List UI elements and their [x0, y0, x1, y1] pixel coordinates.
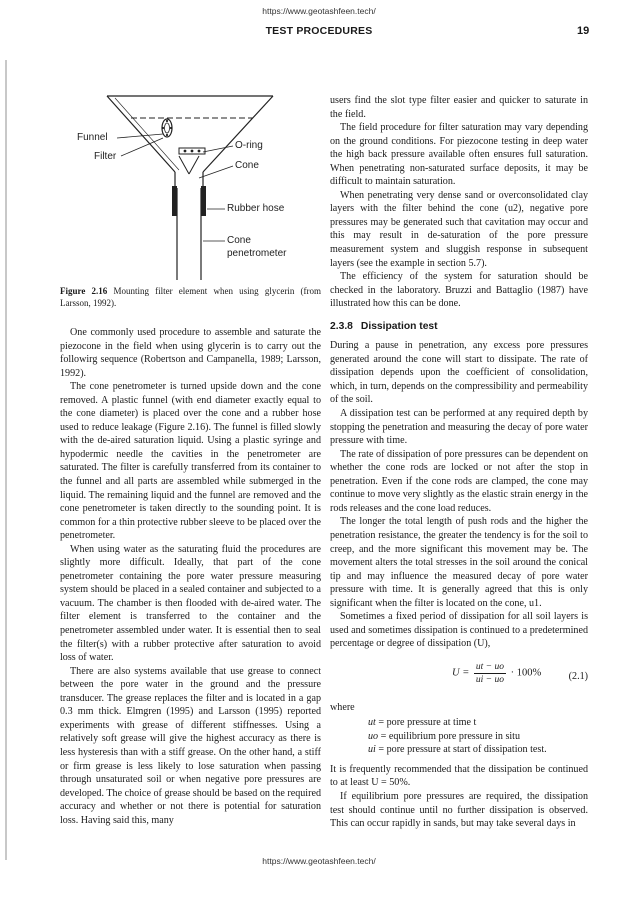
header-url[interactable]: https://www.geotashfeen.tech/ [262, 6, 376, 16]
section-heading [330, 320, 588, 334]
equation-denominator: ui − uo [475, 674, 504, 685]
equation-lhs: U = [452, 667, 470, 679]
definition-text: = equilibrium pore pressure in situ [380, 730, 521, 742]
equation-rhs: · 100% [510, 667, 542, 679]
figure-funnel-diagram [75, 94, 315, 284]
paragraph: users find the slot type filter easier and quicker to saturate in the field. [330, 95, 588, 120]
paragraph: The efficiency of the system for saturation should be checked in the laboratory. Bruzzi and Battaglio (1987) have illustrated how this can be done. [330, 271, 588, 310]
label-filter: Filter [94, 151, 117, 162]
paragraph: One commonly used procedure to assemble and saturate the piezocone in the field when using glycerin is to carry out the followirg sequence (Robertson and Campanella, 1989; Larsson, 1992). [60, 327, 321, 379]
label-cone-penetrometer-1: Cone [227, 235, 251, 246]
paragraph: It is frequently recommended that the dissipation be continued to at least U = 50%. [330, 763, 588, 789]
paragraph: There are also systems available that use grease to connect between the pore water in the ground and the pressure transducer. The grease replaces the filter and is located in a gap 0.3 mm thick. Elmgren (1995) and Larsson (1995) reported experiments with grease of different stiffnesses. Using a relatively soft grease will give the highest accuracy as there is less hysteresis than with a stiff grease. On the other hand, a stiff or firm grease is less likely to lose saturation when passing through unsaturated soil or when negative pore pressures are developed. The choice of grease should be based on the required accuracy and whether or not there is potential for saturation loss. Having said this, many [60, 665, 321, 826]
equation-number: (2.1) [568, 670, 588, 682]
label-oring: O-ring [235, 140, 263, 151]
paragraph: When using water as the saturating fluid the procedures are slightly more difficult. Ideally, that part of the cone penetrometer containing the pore water pressure measuring system should be placed in a sealed container and subjected to a vacuum. The chamber is then flooded with de-aired water. The filter element is transferred to the container and the penetrometer assembled under water. It is essential then to seal the filter(s) with a rubber protective after saturation to avoid loss of water. [60, 543, 321, 664]
equation-2-1 [330, 657, 588, 697]
section-number: 2.3.8 [330, 320, 353, 332]
definition-text: = pore pressure at start of dissipation test. [378, 744, 547, 756]
definition-symbol: ui [368, 744, 376, 756]
paragraph: A dissipation test can be performed at any required depth by stopping the penetration and measuring the decay of pore water pressure with time. [330, 408, 588, 447]
where-label: where [330, 701, 355, 713]
paragraph: If equilibrium pore pressures are required, the dissipation test should continue until no further dissipation is observed. This can occur rapidly in sands, but may take several days in [330, 791, 588, 830]
right-column [330, 94, 588, 831]
label-funnel: Funnel [77, 132, 108, 143]
equation-fraction [474, 661, 506, 686]
paragraph: Sometimes a fixed period of dissipation for all soil layers is used and sometimes dissipation is continued to a predetermined percentage or degree of dissipation (U), [330, 611, 588, 650]
paragraph: The cone penetrometer is turned upside down and the cone removed. A plastic funnel (with end diameter exactly equal to the cone diameter) is placed over the cone and a rubber hose used to reduce leakage (Figure 2.16). The funnel is filled slowly with the de-aired saturation liquid. Using a plastic syringe and hypodermic needle the cavities in the penetrometer are saturated. The filter is carefully transferred from its container to the funnel and all parts are assembled while submerged in the liquid. The remaining liquid and the funnel are removed and the cone penetrometer is taken directly to the sounding point. It is common for a thin protective rubber sleeve to be placed over the penetrometer. [60, 381, 321, 542]
footer-url[interactable]: https://www.geotashfeen.tech/ [262, 856, 376, 866]
paragraph: When penetrating very dense sand or overconsolidated clay layers with the filter behind the cone (u2), negative pore pressures may be generated such that cavitation may occur and this may result in de-saturation of the pore pressure measurement system and sluggish response in subsequent layers (see the example in section 5.7). [330, 189, 588, 269]
label-cone: Cone [235, 160, 259, 171]
scan-edge-line [5, 60, 7, 860]
definition-symbol: ut [368, 717, 376, 729]
paragraph: The longer the total length of push rods and the higher the penetration resistance, the greater the tendency is for the soil to creep, and the more significant this movement may be. The movement alters the total stresses in the soil around the conical tip and may influence the measured decay of pore water pressure with time. It is generally agreed that this is only significant when the filter is located on the cone, u1. [330, 516, 588, 609]
caption-label: Figure 2.16 [60, 286, 108, 296]
running-title: TEST PROCEDURES [265, 25, 373, 37]
definition-item [330, 716, 588, 730]
figure-caption [60, 286, 321, 309]
equation-numerator: ut − uo [475, 661, 504, 672]
paragraph: The rate of dissipation of pore pressures can be dependent on whether the cone rods are locked or not after the stop in penetration. Even if the cone rods are clamped, the cone may continue to move very slightly as the elastic strain energy in the rods releases and the cone load reduces. [330, 448, 588, 514]
definition-item [330, 730, 588, 744]
left-column [60, 326, 321, 827]
paragraph: During a pause in penetration, any excess pore pressures generated around the cone will start to dissipate. The rate of dissipation depends upon the coefficient of consolidation, which, in turn, depends on the compressibility and permeability of the soil. [330, 340, 588, 406]
filter-element [162, 119, 172, 137]
paragraph: The field procedure for filter saturation may vary depending on the ground conditions. For piezocone testing in deep water the high back pressure available often ensures full saturation. When penetrating non-saturated surface deposits, it may be difficult to maintain saturation. [330, 122, 588, 188]
caption-text: Mounting filter element when using glycerin (from Larsson, 1992). [60, 286, 321, 308]
definition-item [330, 743, 588, 757]
section-title: Dissipation test [360, 320, 438, 332]
equation-body [452, 661, 541, 686]
page-number: 19 [577, 25, 590, 37]
label-rubber-hose: Rubber hose [227, 203, 285, 214]
definitions-list [330, 716, 588, 757]
definition-symbol: uo [368, 730, 379, 742]
definition-text: = pore pressure at time t [378, 717, 477, 729]
label-cone-penetrometer-2: penetrometer [227, 248, 287, 259]
